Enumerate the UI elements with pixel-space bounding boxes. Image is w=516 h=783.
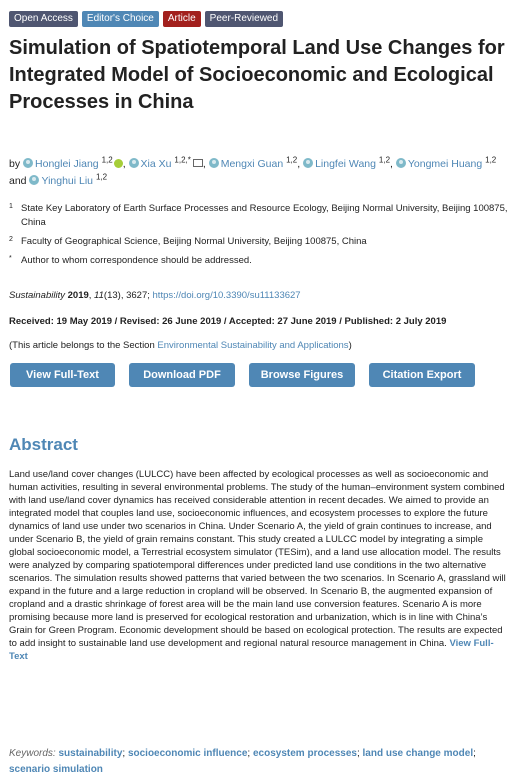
author-honglei-jiang[interactable] bbox=[23, 155, 123, 170]
author-icon bbox=[23, 158, 33, 168]
author-name[interactable]: Yinghui Liu bbox=[41, 175, 94, 187]
separator: , bbox=[390, 158, 393, 170]
publication-dates: Received: 19 May 2019 / Revised: 26 June 2019 / Accepted: 27 June 2019 / Published: 2 July 2019 bbox=[9, 316, 447, 327]
open-access-badge[interactable]: Open Access bbox=[9, 11, 78, 27]
keywords: Keywords: sustainability; socioeconomic influence; ecosystem processes; land use change model; scenario simulation bbox=[9, 748, 476, 775]
citation-export-button[interactable]: Citation Export bbox=[369, 363, 475, 387]
article-title: Simulation of Spatiotemporal Land Use Changes for Integrated Model of Socioeconomic and Ecological Processes in China bbox=[9, 37, 505, 113]
affiliation-number: * bbox=[9, 255, 12, 262]
action-buttons bbox=[10, 363, 475, 387]
author-affil-sup: 1,2 bbox=[286, 155, 298, 165]
affiliation-text: State Key Laboratory of Earth Surface Processes and Resource Ecology, Beijing Normal University, Beijing 100875, China bbox=[21, 203, 508, 228]
author-name[interactable]: Xia Xu bbox=[140, 158, 172, 170]
keyword-link[interactable]: sustainability bbox=[58, 748, 123, 759]
author-name[interactable]: Honglei Jiang bbox=[35, 158, 99, 170]
author-lingfei-wang[interactable] bbox=[303, 155, 391, 170]
affiliations bbox=[9, 202, 509, 273]
citation-year: 2019 bbox=[67, 290, 89, 301]
abstract-heading: Abstract bbox=[9, 435, 78, 454]
journal-name: Sustainability bbox=[9, 290, 65, 301]
author-mengxi-guan[interactable] bbox=[209, 155, 301, 170]
citation-volume: 11 bbox=[94, 290, 104, 301]
editors-choice-badge[interactable]: Editor's Choice bbox=[82, 11, 159, 27]
affiliation-item bbox=[9, 235, 509, 249]
author-name[interactable]: Mengxi Guan bbox=[220, 158, 284, 170]
section-link[interactable]: Environmental Sustainability and Applications bbox=[157, 340, 349, 351]
author-icon bbox=[396, 158, 406, 168]
author-yinghui-liu[interactable] bbox=[29, 172, 108, 187]
view-full-text-button[interactable]: View Full-Text bbox=[10, 363, 115, 387]
by-label: by bbox=[9, 158, 21, 170]
separator: , bbox=[202, 158, 206, 170]
affiliation-number: 2 bbox=[9, 236, 13, 243]
doi-link[interactable]: https://doi.org/10.3390/su11133627 bbox=[152, 290, 301, 301]
affiliation-number: 1 bbox=[9, 203, 13, 210]
author-affil-sup: 1,2 bbox=[485, 155, 497, 165]
keyword-link[interactable]: socioeconomic influence bbox=[127, 748, 248, 759]
author-affil-sup: 1,2 bbox=[95, 172, 108, 182]
keywords-label: Keywords: bbox=[9, 748, 56, 759]
affiliation-item bbox=[9, 254, 509, 268]
citation-issue-pages: (13), 3627; bbox=[103, 290, 150, 301]
mail-icon[interactable] bbox=[193, 159, 203, 167]
abstract-text: Land use/land cover changes (LULCC) have been affected by ecological processes as well as socioeconomic and human activities, resulting in several environmental problems. The study of the human–environment system combined with land use/land cover dynamics has received considerable attention in recent decades. We aimed to provide an integrated model that couples land use, socioeconomic influences, and ecosystem processes to explore the future dynamics of land use under two scenarios in China. Under Scenario A, the yield of grain continues to increase, and under Scenario B, the yield of grain remains constant. This study created a LULCC model by integrating a simple global socioeconomic model, a Terrestrial ecosystem simulator (TESim), and a land use allocation model. The results were analyzed by comparing spatiotemporal differences under predicted land use conditions in the two alternative scenarios. The simulation results showed patterns that varied between the two scenarios. In Scenario A, grassland will expand in the future and a large reduction in cropland will be observed. In Scenario B, the augmented expansion of cropland and a drastic shrinkage of forest area will be the main land use conversion features. Scenario A is more promising because more land is preserved for ecological restoration and urbanization, which is in line with China’s Grain for Green Program. Economic development should be based on ecological protection. The results are expected to add insight to sustainable land use development and regional natural resource management in China. bbox=[9, 469, 506, 649]
section-note bbox=[9, 340, 352, 352]
section-suffix: ) bbox=[348, 340, 352, 351]
author-icon bbox=[303, 158, 313, 168]
keyword-link[interactable]: scenario simulation bbox=[9, 764, 103, 775]
author-icon bbox=[209, 158, 219, 168]
author-name[interactable]: Yongmei Huang bbox=[407, 158, 483, 170]
author-icon bbox=[29, 175, 39, 185]
article-badge: Article bbox=[163, 11, 201, 27]
separator: , bbox=[122, 158, 126, 170]
section-prefix: (This article belongs to the Section bbox=[9, 340, 155, 351]
peer-reviewed-badge[interactable]: Peer-Reviewed bbox=[205, 11, 283, 27]
browse-figures-button[interactable]: Browse Figures bbox=[249, 363, 355, 387]
badge-row bbox=[9, 11, 283, 27]
keyword-link[interactable]: land use change model bbox=[362, 748, 474, 759]
separator: , bbox=[297, 158, 301, 170]
author-xia-xu[interactable] bbox=[129, 155, 203, 170]
author-name[interactable]: Lingfei Wang bbox=[315, 158, 376, 170]
abstract-body bbox=[9, 468, 509, 663]
author-icon bbox=[129, 158, 139, 168]
keyword-link[interactable]: ecosystem processes bbox=[252, 748, 357, 759]
view-full-text-link[interactable]: View Full-Text bbox=[9, 638, 494, 662]
and-label: and bbox=[9, 175, 27, 187]
author-list bbox=[9, 156, 509, 190]
citation-line: Sustainability 2019, 11(13), 3627; https://doi.org/10.3390/su11133627 bbox=[9, 290, 301, 301]
download-pdf-button[interactable]: Download PDF bbox=[129, 363, 235, 387]
author-affil-sup: 1,2 bbox=[378, 155, 391, 165]
affiliation-item bbox=[9, 202, 509, 230]
affiliation-text: Faculty of Geographical Science, Beijing Normal University, Beijing 100875, China bbox=[21, 236, 367, 247]
author-affil-sup: 1,2 bbox=[101, 155, 113, 165]
author-affil-sup: 1,2,* bbox=[174, 155, 191, 165]
affiliation-text: Author to whom correspondence should be addressed. bbox=[21, 255, 252, 266]
author-yongmei-huang[interactable] bbox=[396, 155, 497, 170]
orcid-icon[interactable] bbox=[114, 159, 123, 168]
